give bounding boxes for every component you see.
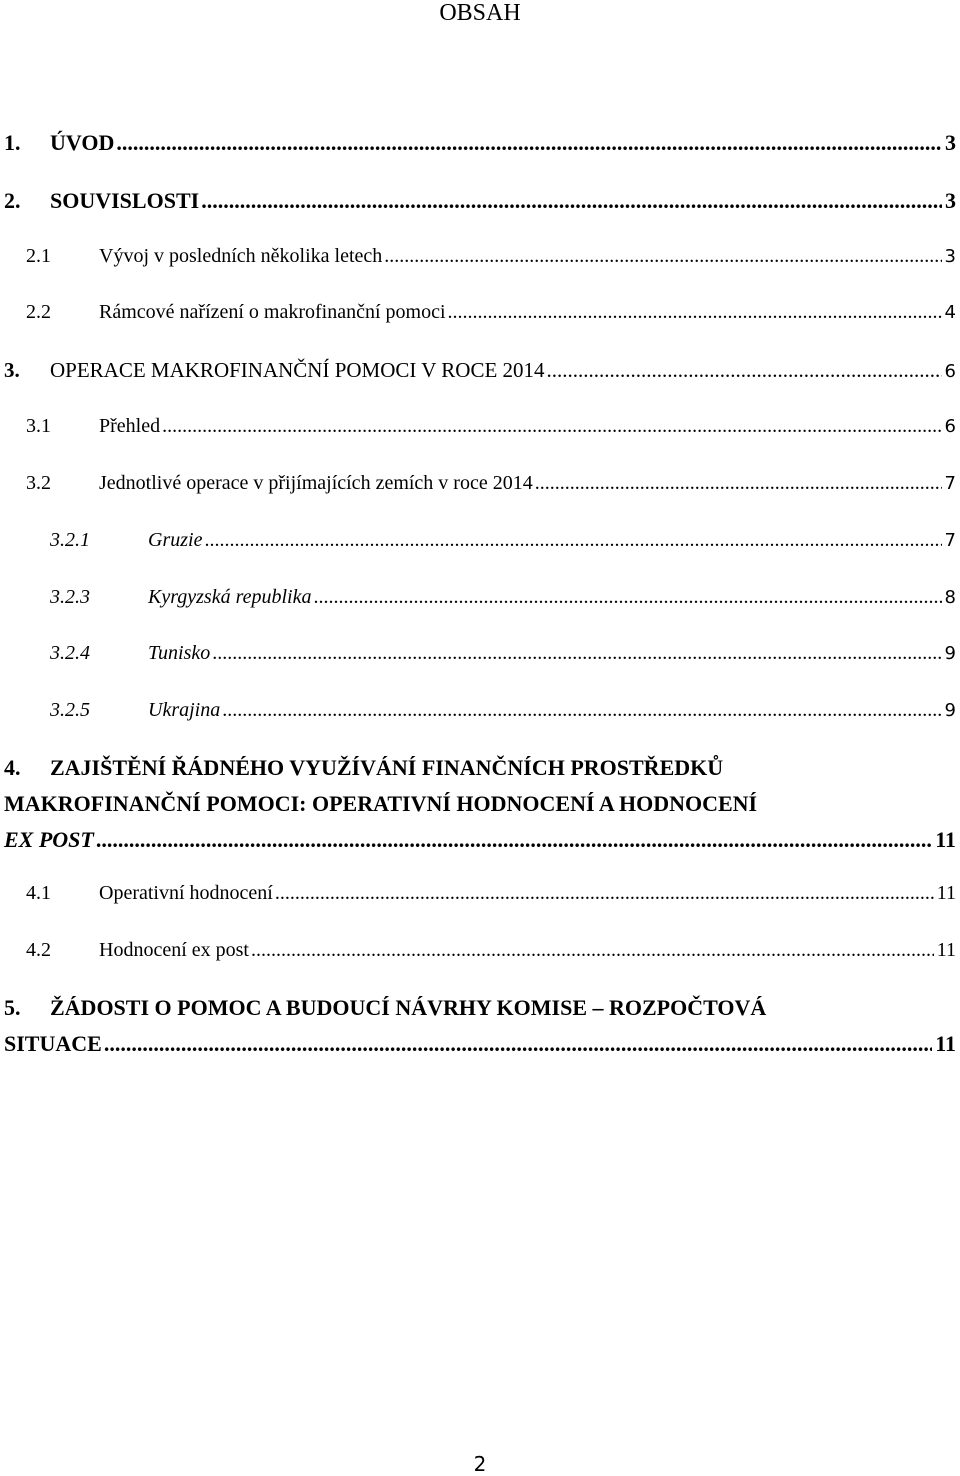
toc-entry-3-2-1[interactable] bbox=[0, 529, 960, 552]
toc-entry-page: 11 bbox=[936, 939, 956, 961]
toc-entry-page: 4 bbox=[944, 302, 956, 323]
toc-entry-2[interactable] bbox=[0, 188, 960, 214]
toc-leader-dots bbox=[212, 642, 941, 665]
toc-heading: OBSAH bbox=[439, 0, 521, 26]
toc-entry-label-line3: EX POST bbox=[4, 827, 94, 852]
toc-leader-dots bbox=[547, 358, 942, 383]
toc-entry-number: 1. bbox=[4, 130, 21, 155]
toc-leader-dots bbox=[116, 130, 942, 156]
toc-entry-3-2[interactable] bbox=[0, 472, 960, 495]
toc-entry-label-line1: ZAJIŠTĚNÍ ŘÁDNÉHO VYUŽÍVÁNÍ FINANČNÍCH PROSTŘEDKŮ bbox=[50, 755, 724, 780]
toc-entry-label: Kyrgyzská republika bbox=[148, 586, 312, 608]
toc-entry-label: Ukrajina bbox=[148, 699, 221, 721]
toc-entry-page: 6 bbox=[944, 416, 956, 437]
toc-entry-label: Gruzie bbox=[148, 529, 203, 551]
toc-entry-page: 3 bbox=[944, 246, 956, 267]
toc-entry-number: 3.2.1 bbox=[50, 529, 90, 551]
toc-entry-2-1[interactable] bbox=[0, 245, 960, 268]
toc-entry-number: 4. bbox=[4, 755, 21, 780]
toc-entry-number: 3.2 bbox=[26, 472, 51, 494]
toc-leader-dots bbox=[384, 245, 941, 268]
toc-entry-page: 3 bbox=[945, 188, 956, 213]
toc-entry-3-2-3[interactable] bbox=[0, 586, 960, 609]
toc-entry-5[interactable] bbox=[4, 990, 956, 1062]
toc-entry-4-2[interactable] bbox=[0, 939, 960, 962]
toc-entry-label: ÚVOD bbox=[50, 130, 115, 155]
toc-leader-dots bbox=[222, 699, 941, 722]
toc-entry-label: SOUVISLOSTI bbox=[50, 188, 200, 213]
toc-entry-3[interactable] bbox=[0, 358, 960, 383]
toc-entry-page: 11 bbox=[935, 1031, 956, 1056]
toc-entry-number: 2.2 bbox=[26, 301, 51, 323]
toc-entry-label: Operativní hodnocení bbox=[99, 882, 273, 904]
toc-entry-page: 9 bbox=[944, 643, 956, 664]
toc-entry-label-line2: SITUACE bbox=[4, 1031, 102, 1056]
toc-entry-label: Rámcové nařízení o makrofinanční pomoci bbox=[99, 301, 446, 323]
toc-entry-label: Přehled bbox=[99, 415, 161, 437]
toc-leader-dots bbox=[314, 586, 942, 609]
toc-entry-page: 6 bbox=[944, 361, 956, 382]
toc-entry-4-1[interactable] bbox=[0, 882, 960, 905]
toc-entry-number: 3.2.4 bbox=[50, 642, 90, 664]
toc-entry-number: 4.2 bbox=[26, 939, 51, 961]
toc-leader-dots bbox=[96, 822, 932, 858]
toc-leader-dots bbox=[201, 188, 942, 214]
toc-entry-label: Hodnocení ex post bbox=[99, 939, 249, 961]
toc-entry-page: 9 bbox=[944, 700, 956, 721]
toc-entry-page: 11 bbox=[935, 827, 956, 852]
toc-entry-label-line2: MAKROFINANČNÍ POMOCI: OPERATIVNÍ HODNOCENÍ A HODNOCENÍ bbox=[4, 791, 758, 816]
toc-entry-page: 11 bbox=[936, 882, 956, 904]
toc-entry-number: 2.1 bbox=[26, 245, 51, 267]
toc-entry-number: 3.2.3 bbox=[50, 586, 90, 608]
toc-entry-page: 7 bbox=[944, 530, 956, 551]
toc-entry-number: 2. bbox=[4, 188, 21, 213]
toc-leader-dots bbox=[162, 415, 941, 438]
toc-leader-dots bbox=[448, 301, 942, 324]
toc-leader-dots bbox=[104, 1026, 932, 1062]
toc-leader-dots bbox=[251, 939, 934, 962]
toc-entry-label: Tunisko bbox=[148, 642, 211, 664]
toc-entry-label-line1: ŽÁDOSTI O POMOC A BUDOUCÍ NÁVRHY KOMISE – ROZPOČTOVÁ bbox=[50, 995, 767, 1020]
toc-entry-1[interactable] bbox=[0, 130, 960, 156]
toc-entry-number: 3.1 bbox=[26, 415, 51, 437]
toc-leader-dots bbox=[204, 529, 941, 552]
toc-entry-number: 4.1 bbox=[26, 882, 51, 904]
toc-entry-3-2-4[interactable] bbox=[0, 642, 960, 665]
toc-entry-label: Jednotlivé operace v přijímajících zemích v roce 2014 bbox=[99, 472, 533, 494]
page-number: 2 bbox=[473, 1452, 487, 1476]
toc-entry-4[interactable] bbox=[4, 750, 956, 858]
toc-entry-label: OPERACE MAKROFINANČNÍ POMOCI V ROCE 2014 bbox=[50, 358, 545, 382]
toc-entry-3-2-5[interactable] bbox=[0, 699, 960, 722]
toc-entry-2-2[interactable] bbox=[0, 301, 960, 324]
toc-entry-number: 3.2.5 bbox=[50, 699, 90, 721]
toc-entry-3-1[interactable] bbox=[0, 415, 960, 438]
toc-entry-page: 7 bbox=[944, 473, 956, 494]
toc-entry-number: 3. bbox=[4, 358, 20, 382]
toc-entry-page: 3 bbox=[945, 130, 956, 155]
toc-entry-label: Vývoj v posledních několika letech bbox=[99, 245, 383, 267]
toc-leader-dots bbox=[275, 882, 934, 905]
toc-entry-page: 8 bbox=[944, 587, 956, 608]
toc-entry-number: 5. bbox=[4, 995, 21, 1020]
toc-leader-dots bbox=[535, 472, 942, 495]
